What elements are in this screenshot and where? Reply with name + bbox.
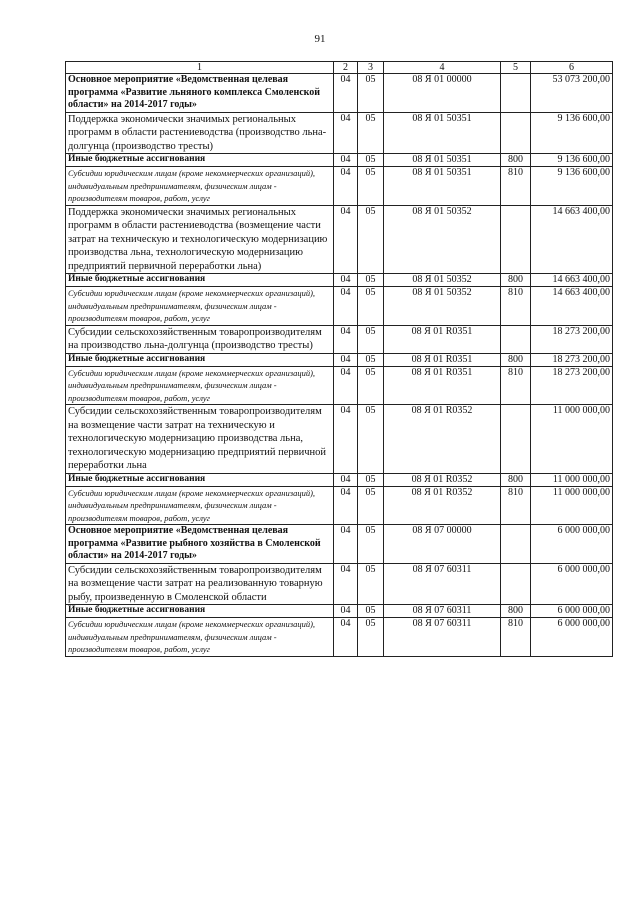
header-col-5: 5 (501, 62, 531, 74)
row-expense-type-cell: 800 (501, 274, 531, 287)
row-target-article-cell: 08 Я 01 50352 (384, 287, 501, 326)
row-name-cell: Основное мероприятие «Ведомственная целевая программа «Развитие льняного комплекса Смоленской области» на 2014-2017 годы» (66, 74, 334, 113)
row-section-cell: 04 (334, 525, 358, 564)
table-row (66, 167, 613, 206)
row-amount-cell: 9 136 600,00 (531, 154, 613, 167)
row-amount-cell: 6 000 000,00 (531, 563, 613, 605)
row-section-cell: 04 (334, 154, 358, 167)
row-name-cell: Поддержка экономически значимых региональных программ в области растениеводства (производство льна-долгунца (производство тресты) (66, 112, 334, 154)
row-section-cell: 04 (334, 353, 358, 366)
row-target-article-cell: 08 Я 01 50352 (384, 274, 501, 287)
row-amount-cell: 6 000 000,00 (531, 605, 613, 618)
row-target-article-cell: 08 Я 07 60311 (384, 563, 501, 605)
row-subsection-cell: 05 (358, 486, 384, 525)
row-expense-type-cell (501, 405, 531, 474)
row-expense-type-cell: 810 (501, 618, 531, 657)
row-target-article-cell: 08 Я 01 50351 (384, 167, 501, 206)
row-amount-cell: 11 000 000,00 (531, 486, 613, 525)
row-name-cell: Субсидии сельскохозяйственным товаропроизводителям на возмещение части затрат на техническую и технологическую модернизацию производства льна, технологическую модернизацию предприятий первичной переработки льна (66, 405, 334, 474)
row-subsection-cell: 05 (358, 366, 384, 405)
row-name-cell: Иные бюджетные ассигнования (66, 353, 334, 366)
row-target-article-cell: 08 Я 07 60311 (384, 618, 501, 657)
table-row (66, 473, 613, 486)
row-name-cell: Субсидии юридическим лицам (кроме некоммерческих организаций), индивидуальным предпринимателям, физическим лицам - производителям товаров, работ, услуг (66, 287, 334, 326)
row-amount-cell: 18 273 200,00 (531, 353, 613, 366)
table-row (66, 563, 613, 605)
table-row (66, 325, 613, 353)
page-number: 91 (314, 33, 326, 45)
table-row (66, 205, 613, 274)
row-expense-type-cell: 810 (501, 366, 531, 405)
row-target-article-cell: 08 Я 01 R0351 (384, 353, 501, 366)
row-amount-cell: 14 663 400,00 (531, 287, 613, 326)
row-subsection-cell: 05 (358, 287, 384, 326)
row-section-cell: 04 (334, 366, 358, 405)
header-col-1: 1 (66, 62, 334, 74)
row-expense-type-cell (501, 525, 531, 564)
row-expense-type-cell: 800 (501, 353, 531, 366)
row-expense-type-cell: 810 (501, 486, 531, 525)
table-row (66, 287, 613, 326)
row-section-cell: 04 (334, 325, 358, 353)
row-target-article-cell: 08 Я 01 R0352 (384, 486, 501, 525)
row-expense-type-cell: 810 (501, 167, 531, 206)
row-subsection-cell: 05 (358, 525, 384, 564)
row-subsection-cell: 05 (358, 325, 384, 353)
row-subsection-cell: 05 (358, 274, 384, 287)
row-target-article-cell: 08 Я 01 R0351 (384, 325, 501, 353)
table-row (66, 154, 613, 167)
row-amount-cell: 9 136 600,00 (531, 112, 613, 154)
row-section-cell: 04 (334, 605, 358, 618)
row-name-cell: Субсидии юридическим лицам (кроме некоммерческих организаций), индивидуальным предпринимателям, физическим лицам - производителям товаров, работ, услуг (66, 618, 334, 657)
row-name-cell: Основное мероприятие «Ведомственная целевая программа «Развитие рыбного хозяйства в Смоленской области» на 2014-2017 годы» (66, 525, 334, 564)
row-amount-cell: 14 663 400,00 (531, 205, 613, 274)
row-section-cell: 04 (334, 618, 358, 657)
row-amount-cell: 11 000 000,00 (531, 405, 613, 474)
row-amount-cell: 6 000 000,00 (531, 618, 613, 657)
row-expense-type-cell (501, 563, 531, 605)
row-section-cell: 04 (334, 473, 358, 486)
row-section-cell: 04 (334, 486, 358, 525)
row-name-cell: Иные бюджетные ассигнования (66, 274, 334, 287)
row-name-cell: Иные бюджетные ассигнования (66, 605, 334, 618)
row-amount-cell: 18 273 200,00 (531, 325, 613, 353)
row-subsection-cell: 05 (358, 353, 384, 366)
row-name-cell: Поддержка экономически значимых региональных программ в области растениеводства (возмещение части затрат на техническую и технологическую модернизацию производства льна, технологическую модернизацию предприятий первичной переработки льна) (66, 205, 334, 274)
row-name-cell: Субсидии сельскохозяйственным товаропроизводителям на возмещение части затрат на реализованную товарную рыбу, произведенную в Смоленской области (66, 563, 334, 605)
row-section-cell: 04 (334, 112, 358, 154)
row-name-cell: Субсидии юридическим лицам (кроме некоммерческих организаций), индивидуальным предпринимателям, физическим лицам - производителям товаров, работ, услуг (66, 486, 334, 525)
header-row (66, 62, 613, 74)
header-col-4: 4 (384, 62, 501, 74)
row-name-cell: Иные бюджетные ассигнования (66, 154, 334, 167)
row-expense-type-cell: 800 (501, 473, 531, 486)
row-target-article-cell: 08 Я 07 00000 (384, 525, 501, 564)
row-target-article-cell: 08 Я 01 R0351 (384, 366, 501, 405)
row-expense-type-cell (501, 74, 531, 113)
row-amount-cell: 9 136 600,00 (531, 167, 613, 206)
row-target-article-cell: 08 Я 01 50351 (384, 112, 501, 154)
row-target-article-cell: 08 Я 01 50351 (384, 154, 501, 167)
row-section-cell: 04 (334, 274, 358, 287)
row-expense-type-cell (501, 205, 531, 274)
row-section-cell: 04 (334, 563, 358, 605)
row-amount-cell: 11 000 000,00 (531, 473, 613, 486)
row-target-article-cell: 08 Я 01 50352 (384, 205, 501, 274)
row-name-cell: Субсидии сельскохозяйственным товаропроизводителям на производство льна-долгунца (производство тресты) (66, 325, 334, 353)
table-row (66, 366, 613, 405)
row-expense-type-cell (501, 112, 531, 154)
row-section-cell: 04 (334, 287, 358, 326)
header-col-2: 2 (334, 62, 358, 74)
table-row (66, 74, 613, 113)
row-amount-cell: 14 663 400,00 (531, 274, 613, 287)
row-amount-cell: 6 000 000,00 (531, 525, 613, 564)
row-section-cell: 04 (334, 74, 358, 113)
row-target-article-cell: 08 Я 01 R0352 (384, 473, 501, 486)
row-name-cell: Субсидии юридическим лицам (кроме некоммерческих организаций), индивидуальным предпринимателям, физическим лицам - производителям товаров, работ, услуг (66, 366, 334, 405)
row-expense-type-cell: 800 (501, 605, 531, 618)
row-expense-type-cell (501, 325, 531, 353)
row-subsection-cell: 05 (358, 405, 384, 474)
row-subsection-cell: 05 (358, 473, 384, 486)
table-row (66, 525, 613, 564)
row-amount-cell: 18 273 200,00 (531, 366, 613, 405)
table-row (66, 605, 613, 618)
table-row (66, 112, 613, 154)
header-col-3: 3 (358, 62, 384, 74)
row-subsection-cell: 05 (358, 605, 384, 618)
header-col-6: 6 (531, 62, 613, 74)
row-subsection-cell: 05 (358, 563, 384, 605)
table-row (66, 274, 613, 287)
row-amount-cell: 53 073 200,00 (531, 74, 613, 113)
table-row (66, 353, 613, 366)
row-subsection-cell: 05 (358, 205, 384, 274)
row-subsection-cell: 05 (358, 112, 384, 154)
row-subsection-cell: 05 (358, 154, 384, 167)
table-body (66, 74, 613, 657)
row-subsection-cell: 05 (358, 618, 384, 657)
row-expense-type-cell: 800 (501, 154, 531, 167)
row-section-cell: 04 (334, 205, 358, 274)
table-row (66, 486, 613, 525)
row-target-article-cell: 08 Я 01 00000 (384, 74, 501, 113)
row-target-article-cell: 08 Я 01 R0352 (384, 405, 501, 474)
row-subsection-cell: 05 (358, 74, 384, 113)
row-name-cell: Иные бюджетные ассигнования (66, 473, 334, 486)
row-name-cell: Субсидии юридическим лицам (кроме некоммерческих организаций), индивидуальным предпринимателям, физическим лицам - производителям товаров, работ, услуг (66, 167, 334, 206)
budget-table (65, 61, 613, 657)
table-row (66, 618, 613, 657)
row-section-cell: 04 (334, 405, 358, 474)
row-subsection-cell: 05 (358, 167, 384, 206)
row-section-cell: 04 (334, 167, 358, 206)
row-expense-type-cell: 810 (501, 287, 531, 326)
table-row (66, 405, 613, 474)
row-target-article-cell: 08 Я 07 60311 (384, 605, 501, 618)
